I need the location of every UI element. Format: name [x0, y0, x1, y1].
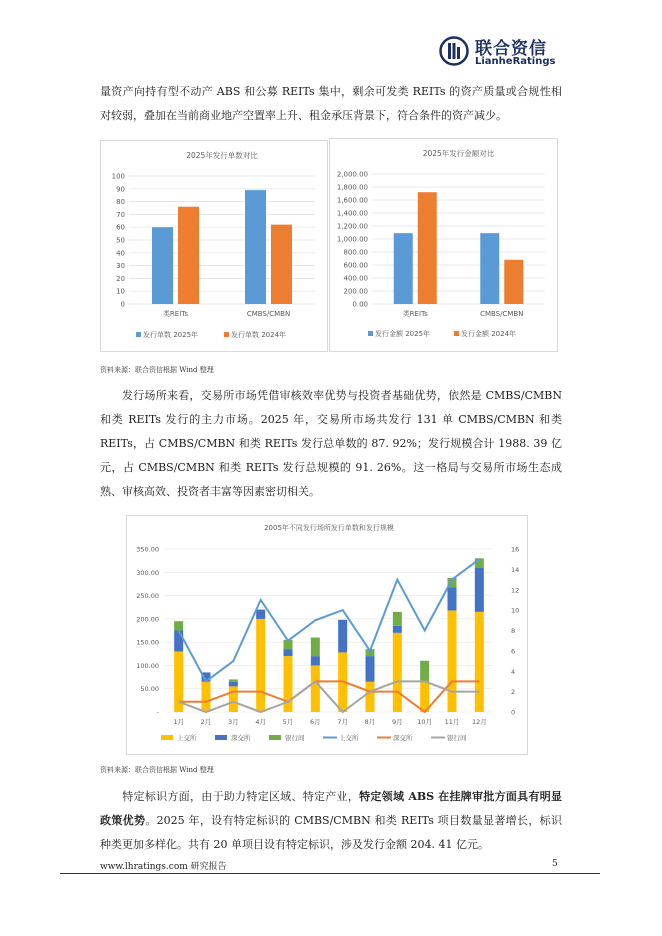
- bar: [271, 225, 292, 304]
- stacked-bar-segment: [229, 682, 238, 687]
- chart-count-comparison: [100, 140, 328, 352]
- y-tick-label: 1,200.00: [336, 222, 368, 231]
- y-right-tick-label: 4: [511, 667, 516, 676]
- x-tick-label: 1月: [173, 718, 184, 726]
- chart-venue-monthly: [126, 515, 528, 755]
- legend-label: 发行单数 2025年: [143, 331, 199, 339]
- y-tick-label: 800.00: [343, 248, 368, 257]
- paragraph-3-emphasis: 特定领域 ABS 在挂牌审批方面具有明显政策优势: [100, 790, 563, 827]
- stacked-bar-segment: [202, 682, 211, 712]
- stacked-bar-segment: [229, 686, 238, 712]
- legend-label: 发行金额 2024年: [461, 330, 517, 338]
- x-tick-label: 类REITs: [402, 310, 428, 318]
- stacked-bar-segment: [229, 679, 238, 681]
- stacked-bar-segment: [475, 612, 484, 712]
- y-tick-label: 70: [116, 210, 125, 219]
- y-left-tick-label: 150.00: [136, 638, 159, 647]
- x-tick-label: 5月: [282, 718, 294, 726]
- x-tick-label: 2月: [200, 718, 212, 726]
- y-left-tick-label: 50.00: [140, 685, 159, 694]
- chart-count-svg: [101, 141, 327, 351]
- legend-label: 上交所: [339, 734, 359, 742]
- legend-label: 上交所: [177, 734, 197, 742]
- y-right-tick-label: 2: [511, 688, 516, 697]
- legend-swatch: [136, 332, 141, 337]
- x-tick-label: 7月: [337, 718, 348, 726]
- stacked-bar-segment: [420, 661, 429, 682]
- x-tick-label: 3月: [228, 718, 239, 726]
- chart-title: 2025年发行单数对比: [186, 151, 258, 160]
- footer-page-number: 5: [552, 859, 558, 869]
- logo-chinese-name: 联合资信: [475, 39, 547, 59]
- stacked-bar-segment: [174, 621, 183, 630]
- stacked-bar-segment: [475, 568, 484, 612]
- source-note-2: 资料来源：联合资信根据 Wind 整理: [100, 766, 214, 774]
- legend-swatch: [368, 331, 373, 336]
- y-tick-label: 90: [116, 185, 125, 194]
- y-tick-label: 1,000.00: [336, 235, 368, 244]
- y-tick-label: 1,400.00: [336, 209, 368, 218]
- y-tick-label: 30: [116, 262, 125, 271]
- x-tick-label: 类REITs: [162, 310, 189, 318]
- y-right-tick-label: 10: [511, 606, 520, 615]
- paragraph-3-text: 特定标识方面，由于助力特定区域、特定产业，: [122, 790, 360, 803]
- footer-divider: [60, 873, 600, 874]
- y-right-tick-label: 16: [511, 545, 520, 554]
- stacked-bar-segment: [366, 656, 375, 682]
- x-tick-label: 6月: [310, 718, 321, 726]
- bar: [245, 190, 266, 304]
- y-tick-label: 400.00: [343, 274, 368, 283]
- chart-amount-comparison: [329, 138, 558, 352]
- chart-venue-svg: [127, 516, 527, 754]
- stacked-bar-segment: [256, 610, 265, 619]
- y-left-tick-label: 200.00: [136, 615, 159, 624]
- y-tick-label: 100: [111, 172, 125, 181]
- y-left-tick-label: -: [156, 708, 159, 717]
- stacked-bar-segment: [393, 612, 402, 626]
- stacked-bar-segment: [311, 656, 320, 665]
- paragraph-1: 量资产向持有型不动产 ABS 和公募 REITs 集中，剩余可发类 REITs 的资产质量或合规性相对较弱，叠加在当前商业地产空置率上升、租金承压背景下，符合条件的资产减少。: [100, 85, 562, 122]
- x-tick-label: CMBS/CMBN: [480, 310, 524, 318]
- bar: [418, 192, 437, 304]
- legend-label: 银行间: [447, 734, 467, 742]
- lianhe-logo-icon: [439, 36, 469, 66]
- bar: [178, 207, 199, 304]
- y-tick-label: 1,600.00: [336, 196, 368, 205]
- y-tick-label: 200.00: [343, 287, 368, 296]
- legend-swatch: [454, 331, 459, 336]
- y-tick-label: 40: [116, 249, 125, 258]
- company-logo: [439, 34, 559, 74]
- y-right-tick-label: 14: [511, 565, 520, 574]
- legend-label: 发行金额 2025年: [375, 330, 431, 338]
- legend-swatch: [269, 735, 281, 740]
- legend-label: 银行间: [285, 734, 305, 742]
- legend-swatch: [161, 735, 173, 740]
- chart-title: 2025年发行金额对比: [422, 149, 495, 158]
- legend-swatch: [224, 332, 229, 337]
- chart-amount-svg: [330, 139, 557, 351]
- stacked-bar-segment: [311, 637, 320, 656]
- y-tick-label: 0: [120, 300, 125, 309]
- stacked-bar-segment: [284, 649, 293, 656]
- stacked-bar-segment: [311, 665, 320, 712]
- x-tick-label: 4月: [255, 718, 266, 726]
- paragraph-3: [100, 785, 562, 857]
- footer-site: www.lhratings.com 研究报告: [100, 862, 227, 872]
- stacked-bar-segment: [448, 610, 457, 712]
- y-right-tick-label: 6: [511, 647, 516, 656]
- y-right-tick-label: 8: [511, 627, 516, 635]
- y-right-tick-label: 12: [511, 586, 520, 595]
- logo-english-name: LianheRatings: [475, 56, 556, 67]
- stacked-bar-segment: [393, 633, 402, 712]
- bar: [394, 233, 413, 304]
- x-tick-label: 9月: [392, 718, 403, 726]
- y-tick-label: 600.00: [343, 261, 368, 270]
- paragraph-2: 发行场所来看，交易所市场凭借审核效率优势与投资者基础优势，依然是 CMBS/CMBN 和类 REITs 发行的主力市场。2025 年，交易所市场共发行 131 单 CMBS/CMBN 和类 REITs，占 CMBS/CMBN 和类 REITs 发行总单数的 87. 92%；发行规模合计 1988. 39 亿元，占 CMBS/CMBN 和类 REITs 发行总规模的 91. 26%。这一格局与交易所市场生态成熟、审核高效、投资者丰富等因素密切相关。: [100, 389, 562, 498]
- stacked-bar-segment: [338, 620, 347, 653]
- stacked-bar-segment: [393, 626, 402, 633]
- y-tick-label: 2,000.00: [336, 170, 368, 179]
- legend-swatch: [215, 735, 227, 740]
- x-tick-label: 11月: [444, 718, 460, 726]
- y-tick-label: 60: [116, 223, 125, 232]
- line-series: [179, 681, 480, 712]
- x-tick-label: 12月: [471, 718, 487, 726]
- y-tick-label: 0.00: [352, 300, 368, 309]
- bar: [480, 233, 499, 304]
- bar: [504, 260, 523, 304]
- y-left-tick-label: 300.00: [136, 568, 159, 577]
- y-tick-label: 1,800.00: [336, 183, 368, 192]
- legend-label: 深交所: [393, 734, 413, 742]
- y-tick-label: 50: [116, 236, 125, 245]
- bar: [152, 227, 173, 304]
- y-tick-label: 10: [116, 287, 125, 296]
- x-tick-label: 8月: [364, 718, 376, 726]
- x-tick-label: 10月: [417, 718, 433, 726]
- stacked-bar-segment: [366, 682, 375, 712]
- line-series: [179, 559, 480, 681]
- x-tick-label: CMBS/CMBN: [246, 310, 291, 318]
- stacked-bar-segment: [174, 631, 183, 652]
- legend-label: 发行单数 2024年: [231, 331, 287, 339]
- y-right-tick-label: 0: [511, 708, 516, 717]
- legend-label: 深交所: [231, 734, 251, 742]
- y-tick-label: 80: [116, 198, 125, 207]
- source-note-1: 资料来源：联合资信根据 Wind 整理: [100, 366, 214, 374]
- stacked-bar-segment: [448, 587, 457, 610]
- y-tick-label: 20: [116, 274, 125, 283]
- y-left-tick-label: 350.00: [136, 545, 159, 554]
- y-left-tick-label: 100.00: [136, 661, 159, 670]
- chart-title: 2005年不同发行场所发行单数和发行规模: [264, 524, 394, 532]
- stacked-bar-segment: [256, 619, 265, 712]
- y-left-tick-label: 250.00: [136, 592, 159, 601]
- paragraph-3-text-end: 。2025 年，设有特定标识的 CMBS/CMBN 和类 REITs 项目数量显著增长，标识种类更加多样化。共有 20 单项目设有特定标识，涉及发行金额 204. 41 亿元。: [100, 814, 562, 851]
